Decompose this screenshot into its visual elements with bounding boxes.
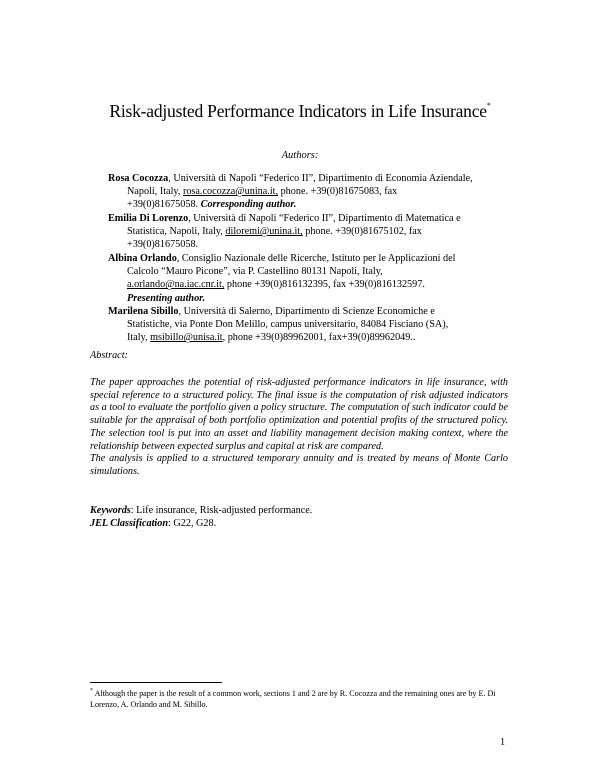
author-cocozza: Rosa Cocozza, Università di Napoli “Federico II”, Dipartimento di Economia Aziendale, Napoli, Italy, rosa.cocozza@unina.it, phone. +39(0)81675083, fax +39(0)81675058. Corresponding author. xyxy=(108,172,508,212)
footnote-divider xyxy=(90,682,222,683)
paper-title xyxy=(0,101,600,122)
footnote xyxy=(90,686,520,710)
footnote-text: Although the paper is the result of a common work, sections 1 and 2 are by R. Cocozza and the remaining ones are by E. Di Lorenzo, A. Orlando and M. Sibillo. xyxy=(90,689,496,709)
author-affiliation: , Università di Napoli “Federico II”, Dipartimento di Matematica e xyxy=(188,213,461,224)
abstract-paragraph: The analysis is applied to a structured temporary annuity and is treated by means of Monte Carlo simulations. xyxy=(90,453,508,477)
author-name: Emilia Di Lorenzo xyxy=(108,213,189,224)
author-address-line: Calcolo “Mauro Picone”, via P. Castellino 80131 Napoli, Italy, xyxy=(127,266,383,278)
abstract-body xyxy=(90,377,508,479)
author-sibillo xyxy=(108,305,508,345)
author-contact-line: Italy, msibillo@unisa.it, phone +39(0)89962001, fax+39(0)89962049.. xyxy=(127,332,416,344)
email-link[interactable]: rosa.cocozza@unina.it, xyxy=(182,186,279,198)
keywords-section xyxy=(90,505,510,530)
author-address-line: Statistiche, via Ponte Don Melillo, campus universitario, 84084 Fisciano (SA), xyxy=(127,319,449,331)
author-name: Rosa Cocozza xyxy=(108,173,169,184)
author-contact-line: a.orlando@na.iac.cnr.it, phone +39(0)816132395, fax +39(0)816132597. xyxy=(127,279,425,291)
author-orlando xyxy=(108,252,508,305)
page-number: 1 xyxy=(500,737,506,748)
abstract-heading: Abstract: xyxy=(90,350,128,361)
jel-line: JEL Classification: G22, G28. xyxy=(90,517,217,529)
author-note: Corresponding author. xyxy=(200,199,297,211)
author-affiliation: , Università di Napoli “Federico II”, Dipartimento di Economia Aziendale, xyxy=(168,173,473,184)
keywords-line: Keywords: Life insurance, Risk-adjusted performance. xyxy=(90,505,313,516)
author-contact-line: Statistica, Napoli, Italy, diloremi@unina.it, phone. +39(0)81675102, fax xyxy=(127,226,422,238)
author-name: Marilena Sibillo xyxy=(108,306,179,317)
footnote-mark: * xyxy=(90,688,93,694)
author-contact-line: Napoli, Italy, rosa.cocozza@unina.it, phone. +39(0)81675083, fax xyxy=(127,186,398,198)
title-footnote-mark: * xyxy=(486,101,491,110)
email-link[interactable]: msibillo@unisa.it xyxy=(150,332,223,344)
author-note: Presenting author. xyxy=(127,292,206,304)
author-name: Albina Orlando xyxy=(108,253,177,264)
email-link[interactable]: diloremi@unina.it, xyxy=(225,226,303,238)
paper-title-text: Risk-adjusted Performance Indicators in Life Insurance xyxy=(109,101,487,121)
abstract-paragraph: The paper approaches the potential of risk-adjusted performance indicators in life insurance, with special reference to a structured policy. The final issue is the computation of risk adjusted indicators as a tool to evaluate the portfolio given a policy structure. The computation of such indicator could be suitable for the appraisal of both portfolio optimization and potential profits of the structured policy. The selection tool is put into an asset and liability management decision making context, where the relationship between expected surplus and capital at risk are compared. xyxy=(90,377,508,452)
author-affiliation: , Consiglio Nazionale delle Ricerche, Istituto per le Applicazioni del xyxy=(176,253,456,264)
author-affiliation: , Università di Salerno, Dipartimento di Scienze Economiche e xyxy=(178,306,435,317)
author-di-lorenzo: Emilia Di Lorenzo, Università di Napoli “Federico II”, Dipartimento di Matematica e Statistica, Napoli, Italy, diloremi@unina.it, phone. +39(0)81675102, fax +39(0)81675058. xyxy=(108,212,508,252)
email-link[interactable]: a.orlando@na.iac.cnr.it, xyxy=(127,279,225,291)
authors-heading: Authors: xyxy=(281,150,319,161)
